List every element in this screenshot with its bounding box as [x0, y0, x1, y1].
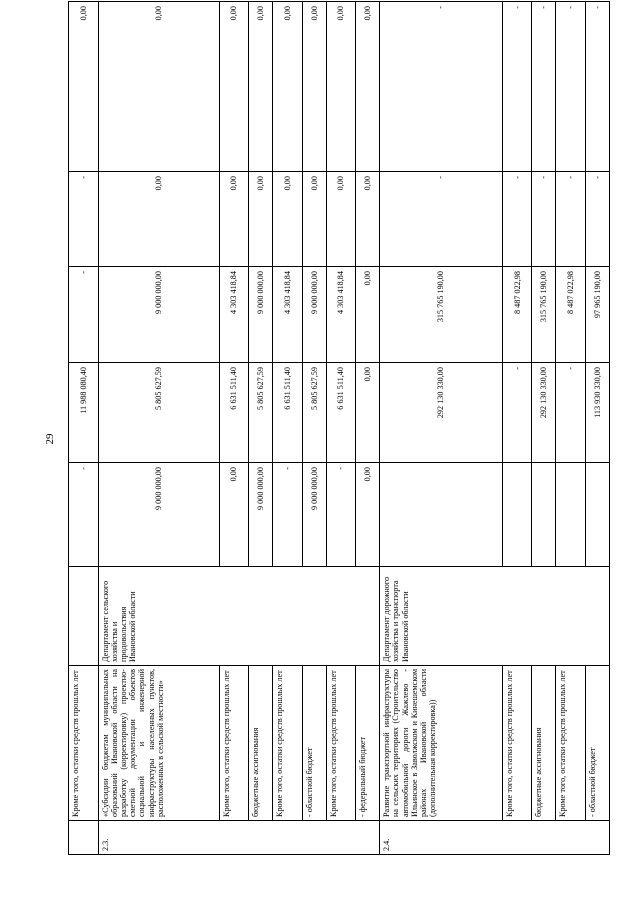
row-index [69, 821, 99, 855]
amount-cell: - [532, 2, 556, 172]
table-row [326, 2, 356, 855]
amount-cell: 9 000 000,00 [249, 463, 273, 567]
amount-cell: 315 765 190,00 [380, 267, 503, 363]
amount-cell: 0,00 [356, 463, 380, 567]
amount-cell: 4 303 418,84 [219, 267, 249, 363]
amount-cell: 0,00 [249, 2, 273, 172]
amount-cell: 0,00 [326, 2, 356, 172]
amount-cell: 0,00 [98, 2, 219, 172]
amount-cell: - [273, 463, 303, 567]
table-row [302, 2, 326, 855]
amount-cell: 0,00 [219, 2, 249, 172]
amount-cell [556, 463, 586, 567]
amount-cell: - [380, 172, 503, 267]
responsible-organization [69, 567, 99, 666]
table-row [356, 2, 380, 855]
amount-cell: 5 805 627,59 [302, 363, 326, 463]
amount-cell [380, 463, 503, 567]
table-row [69, 2, 99, 855]
table-body [69, 2, 610, 855]
item-name: Кроме того, остатки средств прошлых лет [69, 666, 99, 821]
budget-table [68, 1, 610, 855]
amount-cell: 0,00 [326, 172, 356, 267]
amount-cell [502, 463, 532, 567]
amount-cell: 4 303 418,84 [273, 267, 303, 363]
amount-cell: 9 000 000,00 [98, 267, 219, 363]
amount-cell: 6 631 511,40 [326, 363, 356, 463]
item-name: - областной бюджет [302, 666, 326, 821]
amount-cell: - [502, 363, 532, 463]
item-name: Кроме того, остатки средств прошлых лет [556, 666, 586, 821]
amount-cell [585, 463, 609, 567]
amount-cell: 9 000 000,00 [98, 463, 219, 567]
responsible-organization: Департамент сельского хозяйства и продовольствия Ивановской области [98, 567, 380, 666]
table-row [98, 2, 219, 855]
amount-cell: 5 805 627,59 [98, 363, 219, 463]
amount-cell: 9 000 000,00 [249, 267, 273, 363]
row-index: 2.3. [98, 821, 380, 855]
amount-cell: 0,00 [219, 463, 249, 567]
amount-cell: 0,00 [356, 172, 380, 267]
amount-cell: 0,00 [356, 363, 380, 463]
amount-cell: 0,00 [249, 172, 273, 267]
table-row [502, 2, 532, 855]
amount-cell: 0,00 [302, 2, 326, 172]
amount-cell: 4 303 418,84 [326, 267, 356, 363]
amount-cell: - [556, 363, 586, 463]
amount-cell: - [556, 172, 586, 267]
amount-cell: 113 930 330,00 [585, 363, 609, 463]
amount-cell: 0,00 [356, 267, 380, 363]
amount-cell: 292 130 330,00 [380, 363, 503, 463]
item-name: Кроме того, остатки средств прошлых лет [219, 666, 249, 821]
responsible-organization: Департамент дорожного хозяйства и транспорта Ивановской области [380, 567, 610, 666]
amount-cell: 0,00 [273, 172, 303, 267]
amount-cell: - [585, 172, 609, 267]
item-name: «Субсидии бюджетам муниципальных образований Ивановской области на разработку (корректировку) проектно-сметной документации объектов социальной и инженерной инфраструктуры населенных пунктов, расположенных в сельской местности» [98, 666, 219, 821]
item-name: Кроме того, остатки средств прошлых лет [273, 666, 303, 821]
page-number: 29 [44, 433, 56, 445]
item-name: бюджетные ассигнования [532, 666, 556, 821]
amount-cell: - [326, 463, 356, 567]
amount-cell: - [532, 172, 556, 267]
item-name: - областной бюджет [585, 666, 609, 821]
amount-cell: - [69, 463, 99, 567]
amount-cell: 6 631 511,40 [273, 363, 303, 463]
amount-cell: 0,00 [219, 172, 249, 267]
table-row [585, 2, 609, 855]
amount-cell: - [502, 2, 532, 172]
amount-cell: 97 965 190,00 [585, 267, 609, 363]
amount-cell: 0,00 [302, 172, 326, 267]
amount-cell: - [380, 2, 503, 172]
amount-cell: - [502, 172, 532, 267]
amount-cell: 6 631 511,40 [219, 363, 249, 463]
amount-cell: 315 765 190,00 [532, 267, 556, 363]
amount-cell [532, 463, 556, 567]
row-index: 2.4. [380, 821, 610, 855]
amount-cell: - [69, 267, 99, 363]
amount-cell: 11 988 080,40 [69, 363, 99, 463]
table-row [219, 2, 249, 855]
item-name: Кроме того, остатки средств прошлых лет [326, 666, 356, 821]
amount-cell: - [585, 2, 609, 172]
amount-cell: 9 000 000,00 [302, 267, 326, 363]
table-row [532, 2, 556, 855]
item-name: Кроме того, остатки средств прошлых лет [502, 666, 532, 821]
amount-cell: 0,00 [273, 2, 303, 172]
amount-cell: 9 000 000,00 [302, 463, 326, 567]
item-name: бюджетные ассигнования [249, 666, 273, 821]
table-row [380, 2, 503, 855]
amount-cell: 8 487 022,98 [502, 267, 532, 363]
amount-cell: 5 805 627,59 [249, 363, 273, 463]
item-name: - федеральный бюджет [356, 666, 380, 821]
rotated-table-container [68, 2, 610, 855]
amount-cell: 8 487 022,98 [556, 267, 586, 363]
table-row [556, 2, 586, 855]
table-row [249, 2, 273, 855]
amount-cell: 0,00 [356, 2, 380, 172]
amount-cell: 0,00 [98, 172, 219, 267]
amount-cell: 0,00 [69, 2, 99, 172]
item-name: Развитие транспортной инфраструктуры на сельских территориях (Строительство автомобильной дороги Жажлево - Ильинское в Заволжском и Кинешемском районах Ивановской области (дополнительная корректировка)) [380, 666, 503, 821]
amount-cell: - [556, 2, 586, 172]
amount-cell: - [69, 172, 99, 267]
table-row [273, 2, 303, 855]
amount-cell: 292 130 330,00 [532, 363, 556, 463]
